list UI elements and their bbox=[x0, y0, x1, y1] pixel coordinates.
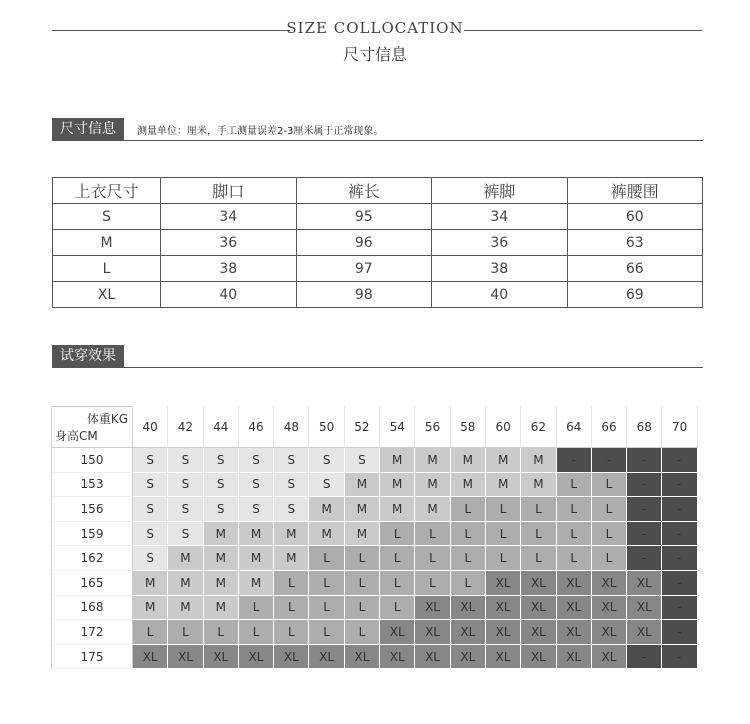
size-col-header: 脚口 bbox=[161, 178, 297, 204]
weight-header-cell: 54 bbox=[380, 406, 415, 448]
fit-size-cell: XL bbox=[380, 620, 415, 645]
size-cell: 69 bbox=[567, 282, 703, 308]
fit-size-cell: L bbox=[486, 497, 521, 522]
fit-size-cell: L bbox=[274, 620, 309, 645]
fit-size-cell: - bbox=[627, 448, 662, 473]
height-header-cell: 165 bbox=[51, 571, 133, 596]
fit-size-cell: L bbox=[486, 546, 521, 571]
fit-size-cell: XL bbox=[557, 645, 592, 670]
fit-row bbox=[51, 645, 698, 670]
fit-size-cell: L bbox=[557, 497, 592, 522]
fit-size-cell: M bbox=[345, 497, 380, 522]
size-cell: 97 bbox=[296, 256, 432, 282]
fit-size-cell: XL bbox=[380, 645, 415, 670]
fit-size-cell: S bbox=[274, 473, 309, 498]
fit-size-cell: S bbox=[168, 448, 203, 473]
size-cell: L bbox=[53, 256, 161, 282]
size-table-row bbox=[53, 256, 703, 282]
fit-size-cell: L bbox=[451, 497, 486, 522]
fit-table bbox=[51, 406, 698, 669]
fit-size-cell: L bbox=[521, 546, 556, 571]
fit-size-cell: - bbox=[627, 473, 662, 498]
fit-size-cell: - bbox=[627, 645, 662, 670]
size-cell: 34 bbox=[432, 204, 568, 230]
fit-size-cell: L bbox=[557, 473, 592, 498]
size-cell: S bbox=[53, 204, 161, 230]
fit-size-cell: - bbox=[557, 448, 592, 473]
fit-size-cell: L bbox=[415, 522, 450, 547]
fit-row bbox=[51, 497, 698, 522]
size-table-row bbox=[53, 230, 703, 256]
fit-size-cell: M bbox=[239, 546, 274, 571]
fit-size-cell: S bbox=[204, 473, 239, 498]
fit-size-cell: M bbox=[345, 522, 380, 547]
fit-size-cell: M bbox=[168, 571, 203, 596]
fit-size-cell: M bbox=[486, 473, 521, 498]
fit-size-cell: M bbox=[133, 571, 168, 596]
fit-size-cell: XL bbox=[486, 596, 521, 621]
fit-size-cell: S bbox=[239, 448, 274, 473]
fit-size-cell: L bbox=[592, 546, 627, 571]
fit-size-cell: XL bbox=[557, 620, 592, 645]
fit-size-cell: M bbox=[239, 522, 274, 547]
fit-size-cell: S bbox=[133, 473, 168, 498]
weight-header-cell: 58 bbox=[451, 406, 486, 448]
fit-size-cell: L bbox=[521, 522, 556, 547]
fit-size-cell: S bbox=[133, 448, 168, 473]
fit-size-cell: S bbox=[274, 448, 309, 473]
size-table-header bbox=[53, 178, 703, 204]
fit-size-cell: S bbox=[309, 448, 344, 473]
fit-size-cell: - bbox=[662, 522, 697, 547]
fit-size-cell: - bbox=[627, 546, 662, 571]
fit-weight-header-row bbox=[51, 406, 698, 448]
fit-size-cell: - bbox=[627, 497, 662, 522]
fit-size-cell: L bbox=[345, 596, 380, 621]
size-cell: M bbox=[53, 230, 161, 256]
fit-size-cell: S bbox=[168, 497, 203, 522]
fit-size-cell: L bbox=[557, 522, 592, 547]
size-cell: 34 bbox=[161, 204, 297, 230]
fit-corner-cell bbox=[51, 406, 133, 448]
measurement-note: 测量单位：厘米，手工测量误差2-3厘米属于正常现象。 bbox=[137, 126, 384, 137]
fit-size-cell: - bbox=[662, 620, 697, 645]
height-header-cell: 172 bbox=[51, 620, 133, 645]
fit-size-cell: L bbox=[557, 546, 592, 571]
fit-size-cell: M bbox=[309, 497, 344, 522]
size-cell: XL bbox=[53, 282, 161, 308]
fit-size-cell: XL bbox=[627, 571, 662, 596]
weight-header-cell: 60 bbox=[486, 406, 521, 448]
height-header-cell: 162 bbox=[51, 546, 133, 571]
fit-size-cell: L bbox=[486, 522, 521, 547]
fit-size-cell: L bbox=[274, 596, 309, 621]
fit-size-cell: M bbox=[415, 473, 450, 498]
fit-size-cell: L bbox=[274, 571, 309, 596]
fit-size-cell: S bbox=[204, 497, 239, 522]
fit-size-cell: XL bbox=[309, 645, 344, 670]
header-title-en: SIZE COLLOCATION bbox=[286, 19, 464, 37]
fit-size-cell: XL bbox=[592, 571, 627, 596]
fit-size-cell: - bbox=[662, 571, 697, 596]
fit-size-cell: XL bbox=[204, 645, 239, 670]
size-cell: 63 bbox=[567, 230, 703, 256]
fit-size-cell: M bbox=[309, 522, 344, 547]
fit-size-cell: XL bbox=[168, 645, 203, 670]
fit-size-cell: XL bbox=[415, 620, 450, 645]
fit-size-cell: XL bbox=[415, 596, 450, 621]
fit-size-cell: L bbox=[309, 596, 344, 621]
size-cell: 40 bbox=[161, 282, 297, 308]
fit-size-cell: S bbox=[309, 473, 344, 498]
fit-size-cell: - bbox=[662, 596, 697, 621]
weight-header-cell: 50 bbox=[309, 406, 344, 448]
size-col-header: 裤脚 bbox=[432, 178, 568, 204]
fit-size-cell: L bbox=[345, 571, 380, 596]
fit-size-cell: M bbox=[204, 546, 239, 571]
size-col-header: 上衣尺寸 bbox=[53, 178, 161, 204]
fit-row bbox=[51, 546, 698, 571]
fit-size-cell: XL bbox=[274, 645, 309, 670]
fit-size-cell: XL bbox=[486, 571, 521, 596]
fit-size-cell: XL bbox=[557, 571, 592, 596]
height-header-cell: 150 bbox=[51, 448, 133, 473]
size-cell: 38 bbox=[161, 256, 297, 282]
height-header-cell: 168 bbox=[51, 596, 133, 621]
fit-size-cell: XL bbox=[592, 645, 627, 670]
size-col-header: 裤腰围 bbox=[567, 178, 703, 204]
fit-size-cell: M bbox=[380, 497, 415, 522]
fit-size-cell: L bbox=[239, 620, 274, 645]
fit-size-cell: M bbox=[451, 448, 486, 473]
height-header-cell: 156 bbox=[51, 497, 133, 522]
size-table-row bbox=[53, 282, 703, 308]
fit-size-cell: XL bbox=[521, 645, 556, 670]
fit-size-cell: XL bbox=[521, 620, 556, 645]
fit-size-cell: M bbox=[415, 497, 450, 522]
height-header-cell: 153 bbox=[51, 473, 133, 498]
fit-size-cell: - bbox=[627, 522, 662, 547]
fit-size-cell: M bbox=[521, 448, 556, 473]
fit-size-cell: M bbox=[345, 473, 380, 498]
weight-header-cell: 48 bbox=[274, 406, 309, 448]
weight-header-cell: 68 bbox=[627, 406, 662, 448]
size-cell: 36 bbox=[161, 230, 297, 256]
fit-size-cell: M bbox=[204, 596, 239, 621]
size-cell: 38 bbox=[432, 256, 568, 282]
fit-size-cell: M bbox=[380, 448, 415, 473]
size-cell: 60 bbox=[567, 204, 703, 230]
size-table bbox=[52, 177, 703, 308]
fit-size-cell: L bbox=[451, 522, 486, 547]
fit-size-cell: XL bbox=[627, 596, 662, 621]
fit-size-cell: S bbox=[133, 546, 168, 571]
fit-size-cell: M bbox=[486, 448, 521, 473]
weight-header-cell: 40 bbox=[133, 406, 168, 448]
fit-size-cell: S bbox=[239, 473, 274, 498]
weight-header-cell: 56 bbox=[415, 406, 450, 448]
fit-row bbox=[51, 522, 698, 547]
fit-size-cell: M bbox=[521, 473, 556, 498]
fit-size-cell: - bbox=[662, 546, 697, 571]
fit-section-tag: 试穿效果 bbox=[52, 345, 124, 367]
fit-size-cell: - bbox=[662, 645, 697, 670]
size-cell: 40 bbox=[432, 282, 568, 308]
fit-size-cell: M bbox=[204, 522, 239, 547]
fit-size-cell: - bbox=[662, 448, 697, 473]
fit-size-cell: L bbox=[451, 546, 486, 571]
fit-row bbox=[51, 571, 698, 596]
fit-size-cell: M bbox=[380, 473, 415, 498]
fit-size-cell: L bbox=[592, 497, 627, 522]
fit-size-cell: L bbox=[133, 620, 168, 645]
fit-row bbox=[51, 596, 698, 621]
size-cell: 95 bbox=[296, 204, 432, 230]
fit-size-cell: L bbox=[415, 571, 450, 596]
fit-size-cell: L bbox=[415, 546, 450, 571]
weight-header-cell: 62 bbox=[521, 406, 556, 448]
fit-size-cell: XL bbox=[486, 645, 521, 670]
fit-size-cell: M bbox=[168, 546, 203, 571]
size-section-tag: 尺寸信息 bbox=[52, 118, 124, 140]
fit-size-cell: XL bbox=[486, 620, 521, 645]
fit-size-cell: M bbox=[168, 596, 203, 621]
fit-size-cell: XL bbox=[451, 620, 486, 645]
fit-size-cell: XL bbox=[521, 596, 556, 621]
fit-size-cell: S bbox=[204, 448, 239, 473]
fit-size-cell: L bbox=[451, 571, 486, 596]
fit-size-cell: XL bbox=[239, 645, 274, 670]
fit-size-cell: M bbox=[204, 571, 239, 596]
size-cell: 96 bbox=[296, 230, 432, 256]
fit-size-cell: S bbox=[274, 497, 309, 522]
fit-size-cell: L bbox=[592, 522, 627, 547]
fit-size-cell: XL bbox=[133, 645, 168, 670]
size-section-rule bbox=[52, 140, 703, 141]
fit-size-cell: S bbox=[133, 497, 168, 522]
fit-size-cell: S bbox=[133, 522, 168, 547]
height-header-cell: 175 bbox=[51, 645, 133, 670]
fit-size-cell: L bbox=[380, 546, 415, 571]
fit-size-cell: XL bbox=[592, 620, 627, 645]
fit-size-cell: L bbox=[380, 522, 415, 547]
fit-size-cell: L bbox=[204, 620, 239, 645]
fit-size-cell: L bbox=[521, 497, 556, 522]
fit-size-cell: XL bbox=[557, 596, 592, 621]
weight-axis-label: 体重KG bbox=[86, 412, 128, 426]
fit-size-cell: S bbox=[239, 497, 274, 522]
fit-row bbox=[51, 620, 698, 645]
height-axis-label: 身高CM bbox=[55, 429, 98, 443]
fit-size-cell: L bbox=[309, 546, 344, 571]
fit-size-cell: M bbox=[415, 448, 450, 473]
fit-size-cell: L bbox=[309, 620, 344, 645]
fit-size-cell: L bbox=[380, 571, 415, 596]
fit-size-cell: L bbox=[168, 620, 203, 645]
fit-size-cell: XL bbox=[592, 596, 627, 621]
size-cell: 36 bbox=[432, 230, 568, 256]
fit-size-cell: - bbox=[662, 497, 697, 522]
fit-size-cell: - bbox=[592, 448, 627, 473]
fit-size-cell: M bbox=[239, 571, 274, 596]
weight-header-cell: 70 bbox=[662, 406, 697, 448]
weight-header-cell: 46 bbox=[239, 406, 274, 448]
fit-size-cell: S bbox=[345, 448, 380, 473]
fit-size-cell: XL bbox=[627, 620, 662, 645]
fit-size-cell: S bbox=[168, 473, 203, 498]
fit-size-cell: L bbox=[239, 596, 274, 621]
weight-header-cell: 42 bbox=[168, 406, 203, 448]
fit-size-cell: M bbox=[274, 522, 309, 547]
size-cell: 66 bbox=[567, 256, 703, 282]
fit-size-cell: XL bbox=[345, 645, 380, 670]
fit-size-cell: XL bbox=[521, 571, 556, 596]
weight-header-cell: 64 bbox=[557, 406, 592, 448]
fit-size-cell: L bbox=[345, 620, 380, 645]
fit-size-cell: S bbox=[168, 522, 203, 547]
weight-header-cell: 44 bbox=[204, 406, 239, 448]
fit-size-cell: L bbox=[592, 473, 627, 498]
height-header-cell: 159 bbox=[51, 522, 133, 547]
fit-size-cell: - bbox=[662, 473, 697, 498]
size-table-row bbox=[53, 204, 703, 230]
fit-section-rule bbox=[52, 367, 703, 368]
weight-header-cell: 66 bbox=[592, 406, 627, 448]
fit-size-cell: M bbox=[133, 596, 168, 621]
fit-size-cell: L bbox=[345, 546, 380, 571]
header-title-cn: 尺寸信息 bbox=[342, 45, 407, 64]
fit-size-cell: XL bbox=[451, 645, 486, 670]
fit-size-cell: XL bbox=[451, 596, 486, 621]
fit-row bbox=[51, 448, 698, 473]
fit-row bbox=[51, 473, 698, 498]
fit-size-cell: L bbox=[380, 596, 415, 621]
fit-size-cell: XL bbox=[415, 645, 450, 670]
fit-size-cell: M bbox=[274, 546, 309, 571]
fit-size-cell: M bbox=[451, 473, 486, 498]
size-col-header: 裤长 bbox=[296, 178, 432, 204]
size-cell: 98 bbox=[296, 282, 432, 308]
fit-size-cell: L bbox=[309, 571, 344, 596]
weight-header-cell: 52 bbox=[345, 406, 380, 448]
